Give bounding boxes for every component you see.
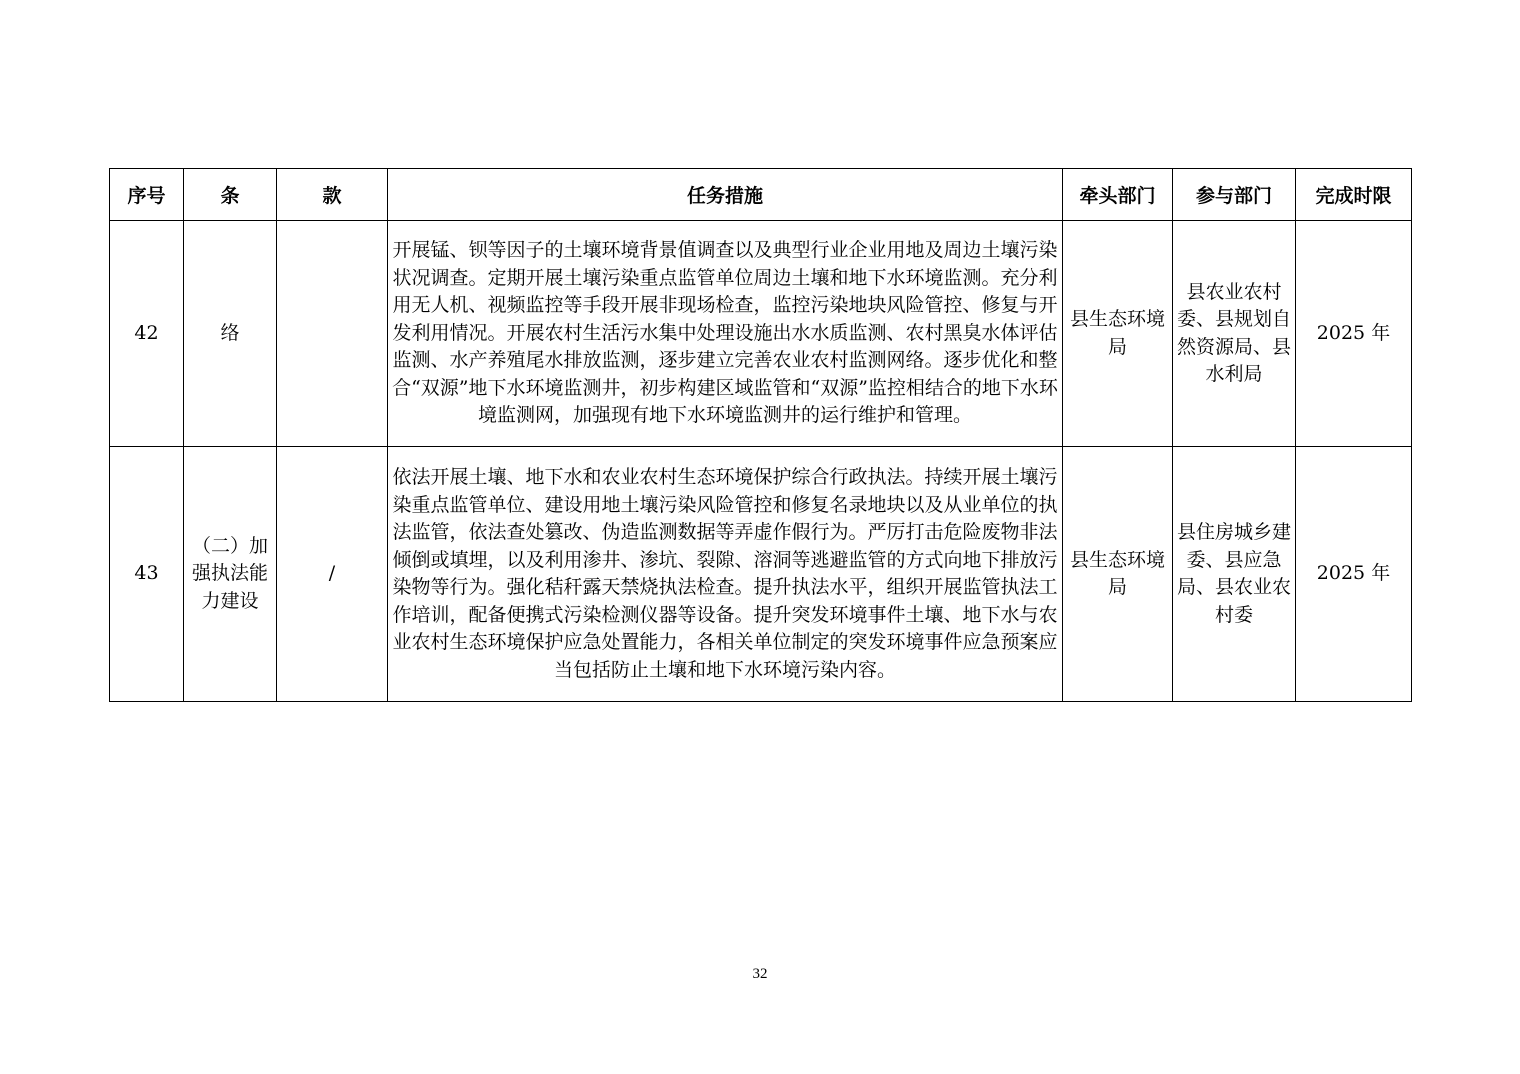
- table-header-row: [110, 169, 1412, 221]
- row-measures: 依法开展土壤、地下水和农业农村生态环境保护综合行政执法。持续开展土壤污染重点监管单位、建设用地土壤污染风险管控和修复名录地块以及从业单位的执法监管，依法查处篡改、伪造监测数据等弄虚作假行为。严厉打击危险废物非法倾倒或填埋，以及利用渗井、渗坑、裂隙、溶洞等逃避监管的方式向地下排放污染物等行为。强化秸秆露天禁烧执法检查。提升执法水平，组织开展监管执法工作培训，配备便携式污染检测仪器等设备。提升突发环境事件土壤、地下水与农业农村生态环境保护应急处置能力，各相关单位制定的突发环境事件应急预案应当包括防止土壤和地下水环境污染内容。: [388, 447, 1063, 702]
- table-row: [110, 447, 1412, 702]
- header-lead-dept: 牵头部门: [1063, 169, 1173, 221]
- task-table: [109, 168, 1412, 702]
- row-article: （二）加强执法能力建设: [184, 447, 277, 702]
- row-deadline: 2025 年: [1296, 447, 1412, 702]
- table-row: [110, 221, 1412, 447]
- header-deadline: 完成时限: [1296, 169, 1412, 221]
- row-lead-dept: 县生态环境局: [1063, 447, 1173, 702]
- header-clause: 款: [277, 169, 388, 221]
- row-measures: 开展锰、钡等因子的土壤环境背景值调查以及典型行业企业用地及周边土壤污染状况调查。定期开展土壤污染重点监管单位周边土壤和地下水环境监测。充分利用无人机、视频监控等手段开展非现场检查，监控污染地块风险管控、修复与开发利用情况。开展农村生活污水集中处理设施出水水质监测、农村黑臭水体评估监测、水产养殖尾水排放监测，逐步建立完善农业农村监测网络。逐步优化和整合“双源”地下水环境监测井，初步构建区域监管和“双源”监控相结合的地下水环境监测网，加强现有地下水环境监测井的运行维护和管理。: [388, 221, 1063, 447]
- row-seq: 42: [110, 221, 184, 447]
- page-number: 32: [752, 966, 768, 982]
- row-participant-dept: 县农业农村委、县规划自然资源局、县水利局: [1173, 221, 1296, 447]
- row-participant-dept: 县住房城乡建委、县应急局、县农业农村委: [1173, 447, 1296, 702]
- header-measures: 任务措施: [388, 169, 1063, 221]
- row-lead-dept: 县生态环境局: [1063, 221, 1173, 447]
- row-clause: /: [277, 447, 388, 702]
- row-clause: [277, 221, 388, 447]
- header-article: 条: [184, 169, 277, 221]
- row-article: 络: [184, 221, 277, 447]
- row-seq: 43: [110, 447, 184, 702]
- row-deadline: 2025 年: [1296, 221, 1412, 447]
- header-participant-dept: 参与部门: [1173, 169, 1296, 221]
- header-seq: 序号: [110, 169, 184, 221]
